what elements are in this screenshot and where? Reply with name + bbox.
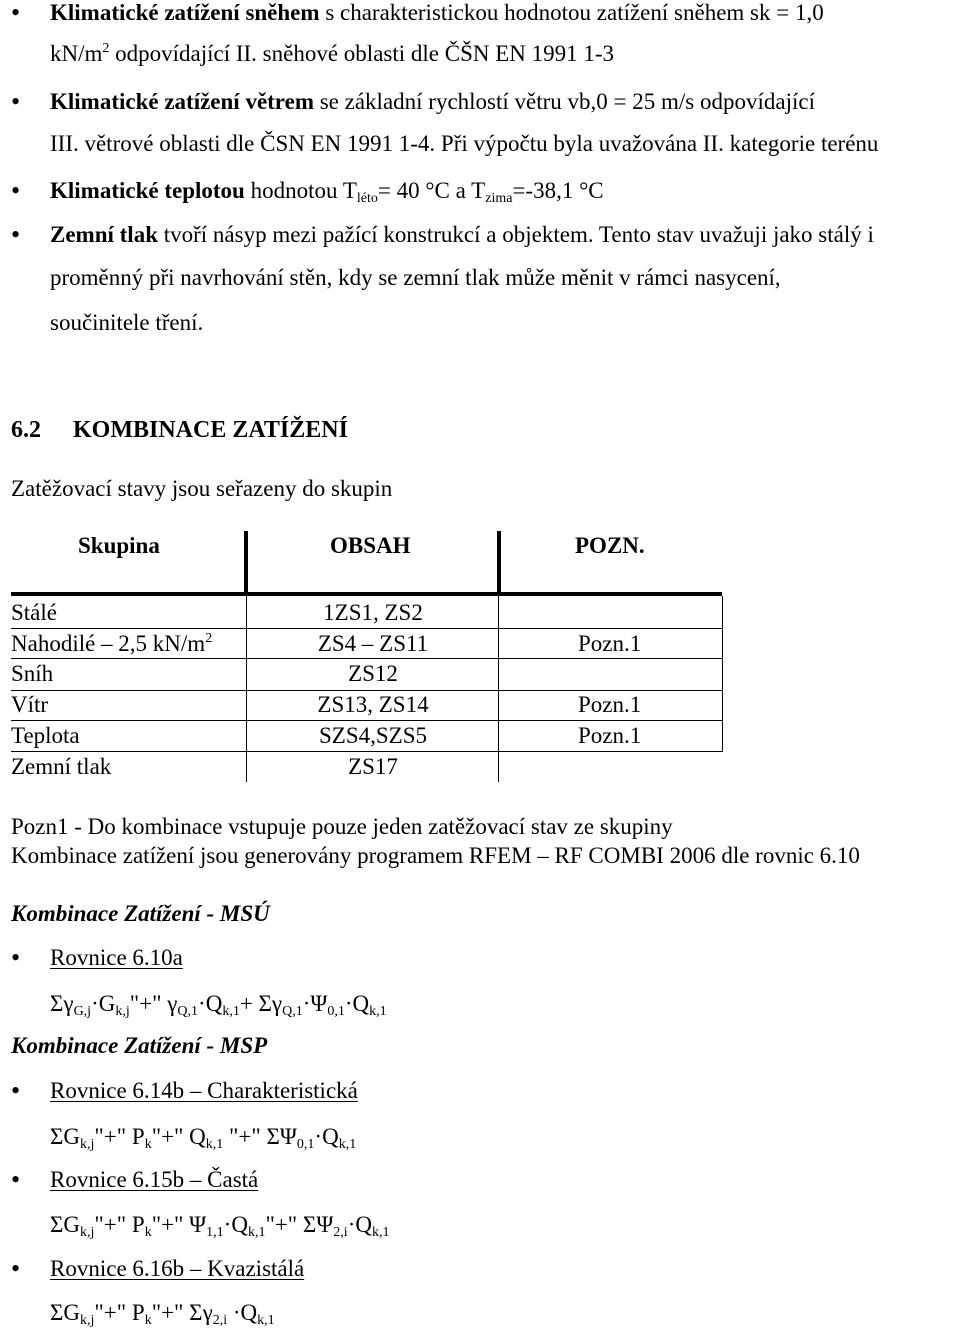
- msp-equation-3-label: Rovnice 6.16b – Kvazistálá: [50, 1256, 305, 1281]
- msp-equation-2-label: Rovnice 6.15b – Častá: [50, 1167, 259, 1192]
- earth-line-2: proměnný při navrhování stěn, kdy se zemní tlak může měnit v rámci nasycení,: [50, 265, 781, 290]
- section-heading: [11, 417, 348, 444]
- bullet-dot: •: [11, 176, 21, 205]
- table-cell-content: ZS13, ZS14: [317, 692, 429, 717]
- wind-line-2: III. větrové oblasti dle ČSN EN 1991 1-4. Při výpočtu byla uvažována II. kategorie terénu: [50, 131, 879, 156]
- snow-line-2: $kN/m^2$ odpovídající II. sněhové oblasti dle ČŠN EN 1991 1-3: [50, 41, 615, 66]
- bullet-dot: •: [11, 1254, 21, 1283]
- bullet-dot: •: [11, 1165, 21, 1194]
- bullet-dot: •: [11, 1076, 21, 1105]
- earth-line-3: součinitele tření.: [50, 310, 204, 335]
- table-divider: [498, 596, 499, 782]
- bullet-dot: •: [11, 0, 21, 27]
- intro-text: Zatěžovací stavy jsou seřazeny do skupin: [11, 476, 393, 501]
- bullet-dot: •: [11, 943, 21, 972]
- table-row-rule: [11, 658, 722, 659]
- table-row-rule: [11, 720, 722, 721]
- bullet-dot: •: [11, 220, 21, 249]
- bullet-dot: •: [11, 87, 21, 116]
- section-title: KOMBINACE ZATÍŽENÍ: [73, 417, 348, 443]
- table-cell-note: Pozn.1: [578, 631, 642, 656]
- msp-formula-2: $\Sigma G_{k,j}"+$" $P_k"+$" $\Psi_{1,1}\cdot Q_{k,1}"+$" $\Sigma\Psi_{2,i}\cdot Q_{k,1}$: [50, 1212, 390, 1240]
- table-cell-content: SZS4,SZS5: [318, 723, 427, 748]
- table-row-rule: [11, 751, 722, 752]
- msu-heading: Kombinace Zatížení - MSÚ: [11, 901, 270, 926]
- table-divider: [246, 596, 247, 782]
- note-2: Kombinace zatížení jsou generovány programem RFEM – RF COMBI 2006 dle rovnic 6.10: [11, 843, 860, 868]
- msp-formula-1: $\Sigma G_{k,j}"+$" $P_k"+$" $Q_{k,1}$ "+" $\Sigma\Psi_{0,1}\cdot Q_{k,1}$: [50, 1124, 357, 1152]
- snow-line-1: Klimatické zatížení sněhem s charakteristickou hodnotou zatížení sněhem sk = 1,0: [50, 0, 824, 25]
- msp-equation-1-label: Rovnice 6.14b – Charakteristická: [50, 1078, 358, 1103]
- header-group: Skupina: [78, 533, 160, 558]
- header-content: OBSAH: [330, 533, 411, 558]
- earth-line-1: Zemní tlak tvoří násyp mezi pažící konstrukcí a objektem. Tento stav uvažuji jako stálý i: [50, 222, 874, 247]
- section-number: 6.2: [11, 417, 41, 443]
- table-divider: [244, 531, 248, 595]
- table-cell-content: ZS4 – ZS11: [317, 631, 429, 656]
- table-cell-group: Zemní tlak: [11, 754, 112, 779]
- table-cell-group: Nahodilé – 2,5 $kN/m^2$: [11, 631, 213, 656]
- note-1: Pozn1 - Do kombinace vstupuje pouze jeden zatěžovací stav ze skupiny: [11, 814, 673, 839]
- table-cell-group: Vítr: [11, 692, 49, 717]
- table-row-rule: [11, 628, 722, 629]
- wind-line-1: Klimatické zatížení větrem se základní rychlostí větru vb,0 = 25 m/s odpovídající: [50, 89, 815, 114]
- header-note: POZN.: [575, 533, 645, 558]
- table-cell-content: 1ZS1, ZS2: [323, 600, 423, 625]
- table-cell-note: Pozn.1: [578, 723, 642, 748]
- msp-formula-3: $\Sigma G_{k,j}"+$" $P_k"+$" $\Sigma\gamma_{2,i} \cdot Q_{k,1}$: [50, 1300, 275, 1328]
- table-cell-group: Stálé: [11, 600, 57, 625]
- msu-formula: $\Sigma\gamma_{G,j}\cdot G_{k,j}"+$" $\gamma_{Q,1}\cdot Q_{k,1}+ \Sigma\gamma_{Q,1}\cdot\Psi_{0,1}\cdot Q_{k,1}$: [50, 991, 387, 1019]
- msu-equation-label: Rovnice 6.10a: [50, 945, 183, 970]
- table-cell-note: Pozn.1: [578, 692, 642, 717]
- table-cell-content: ZS17: [348, 754, 398, 779]
- table-cell-group: Sníh: [11, 661, 54, 686]
- table-row-rule: [11, 690, 722, 691]
- temperature-line: Klimatické teplotou hodnotou $T_{léto}= 40$ °C a $T_{zima}=-38,1$ °C: [50, 178, 604, 206]
- table-divider: [722, 596, 723, 752]
- table-divider: [497, 531, 501, 595]
- table-cell-content: ZS12: [348, 661, 398, 686]
- table-header-rule: [11, 592, 722, 596]
- msp-heading: Kombinace Zatížení - MSP: [11, 1033, 268, 1058]
- table-cell-group: Teplota: [11, 723, 80, 748]
